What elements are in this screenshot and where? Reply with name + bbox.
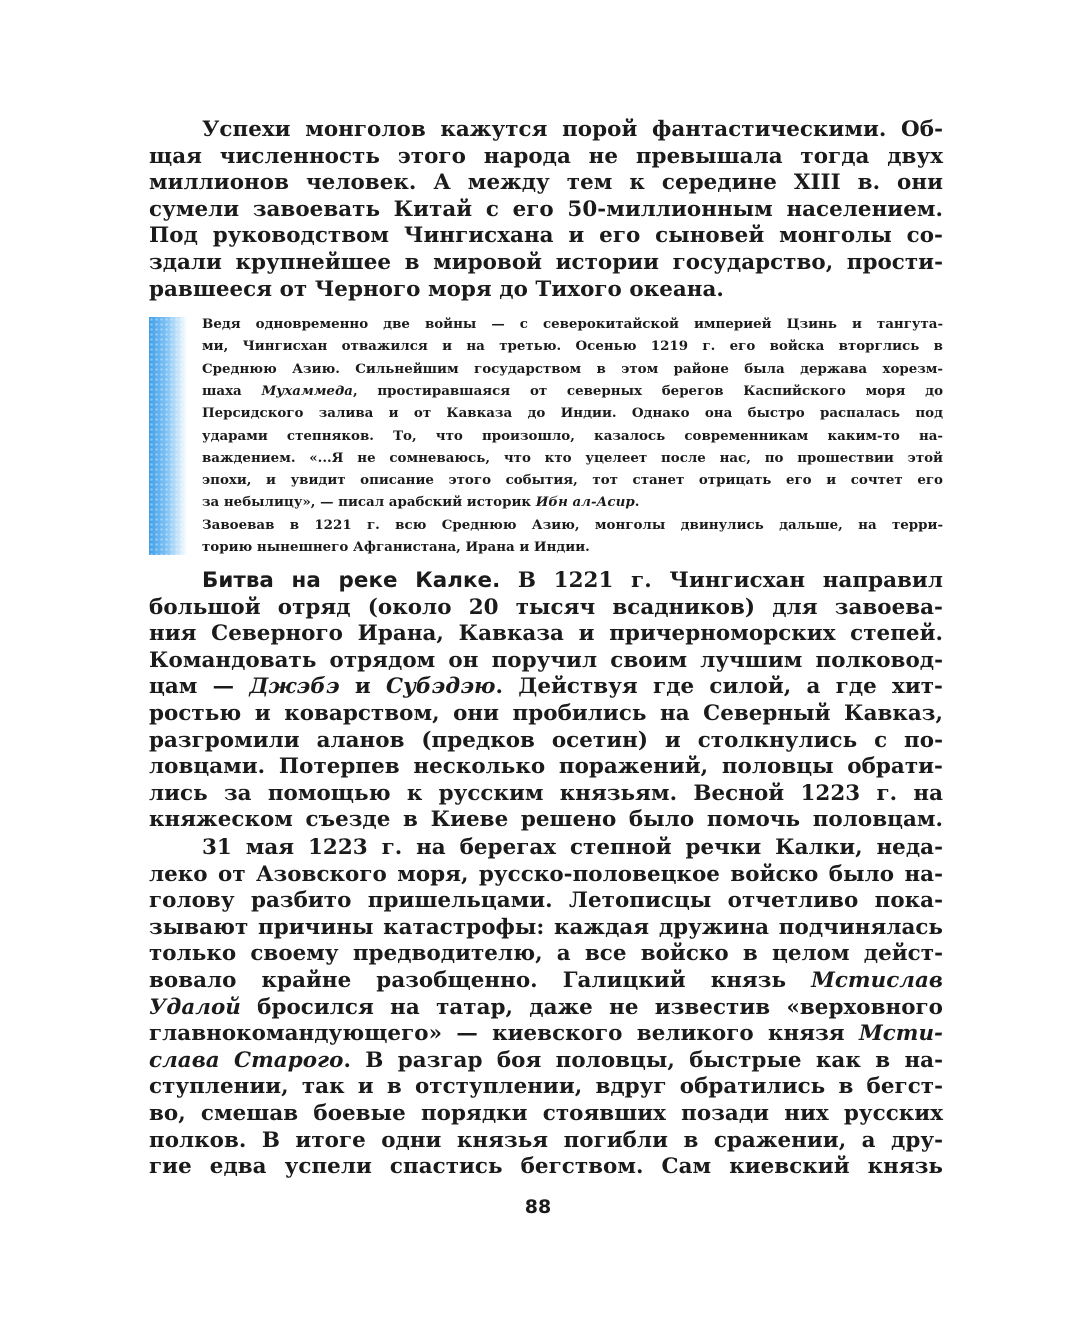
- paragraph-line: миллионов человек. А между тем к середине XIII в. они: [149, 170, 943, 196]
- paragraph-line: во, смешав боевые порядки стоявших позади них русских: [149, 1101, 943, 1126]
- paragraph-line: голову разбито пришельцами. Летописцы отчетливо пока-: [149, 888, 943, 914]
- paragraph-line: [149, 1048, 943, 1075]
- paragraph-intro: [149, 117, 943, 307]
- name-subedei: Субэдэю: [386, 674, 496, 700]
- sidebar-line: Ведя одновременно две войны — с северокитайской империей Цзинь и тангута-: [202, 316, 943, 332]
- paragraph-line: гие едва успели спастись бегством. Сам киевский князь: [149, 1154, 943, 1180]
- paragraph-line: [149, 968, 943, 995]
- sidebar-line: ударами степняков. То, что произошло, казалось современникам каким-то на-: [202, 427, 943, 444]
- section-text: . Действуя где силой, а где хит-: [495, 674, 943, 700]
- paragraph-text: вовало крайне разобщенно. Галицкий князь: [149, 968, 812, 993]
- section-kalka: [149, 568, 943, 836]
- section-line: лись за помощью к русским князьям. Весной 1223 г. на: [149, 780, 943, 806]
- paragraph-line: Под руководством Чингисхана и его сыновей монголы со-: [149, 223, 943, 249]
- sidebar-bar-texture: [149, 317, 187, 555]
- section-text: цам —: [149, 674, 250, 700]
- sidebar-line: Персидского залива и от Кавказа до Индии. Однако она быстро распалась под: [202, 405, 943, 422]
- sidebar-line: Завоевав в 1221 г. всю Среднюю Азию, монголы двинулись дальше, на терри-: [202, 516, 943, 533]
- name-mstislav-old: слава Старого: [149, 1047, 344, 1073]
- paragraph-line: зывают причины катастрофы: каждая дружина подчинялась: [149, 914, 943, 940]
- section-text: и: [339, 674, 386, 700]
- paragraph-line: 31 мая 1223 г. на берегах степной речки Калки, неда-: [202, 835, 943, 860]
- sidebar-text: .: [634, 494, 640, 511]
- name-muhammad: Мухаммеда: [261, 382, 353, 399]
- section-text: В 1221 г. Чингисхан направил: [500, 568, 943, 593]
- paragraph-text: . В разгар боя половцы, быстрые как в на-: [343, 1047, 943, 1073]
- paragraph-text: бросился на татар, даже не известив «верховного: [240, 994, 943, 1020]
- name-mstislav: Мстислав: [811, 968, 943, 993]
- paragraph-text: главнокомандующего» — киевского великого князя: [149, 1021, 859, 1047]
- paragraph-line: только своему предводителю, а все войско в целом дейст-: [149, 941, 943, 967]
- sidebar-line: важдением. «...Я не сомневаюсь, что кто уцелеет после нас, по прошествии этой: [202, 449, 943, 466]
- page-number: 88: [524, 1196, 552, 1218]
- paragraph-line: щая численность этого народа не превышала тогда двух: [149, 143, 943, 169]
- section-line: ростью и коварством, они пробились на Северный Кавказ,: [149, 701, 943, 726]
- paragraph-line: ступлении, так и в отступлении, вдруг обратились в бегст-: [149, 1074, 943, 1100]
- sidebar-line: эпохи, и увидит описание этого события, тот станет отрицать его и сочтет его: [202, 472, 943, 489]
- paragraph-line: [149, 995, 943, 1022]
- paragraph-line: Успехи монголов кажутся порой фантастическими. Об-: [202, 117, 943, 142]
- sidebar-note: [149, 313, 943, 557]
- sidebar-text: шаха: [202, 382, 262, 399]
- paragraph-battle: [149, 835, 943, 1185]
- sidebar-line: торию нынешнего Афганистана, Ирана и Индии.: [202, 539, 590, 555]
- sidebar-line: ми, Чингисхан отважился и на третью. Осенью 1219 г. его войска вторглись в: [202, 338, 943, 355]
- paragraph-line: [149, 1021, 943, 1048]
- name-mstislav-old: Мсти-: [858, 1021, 943, 1047]
- section-line: ловцами. Потерпев несколько поражений, половцы обрати-: [149, 754, 943, 780]
- paragraph-line: леко от Азовского моря, русско-половецкое войско было на-: [149, 861, 943, 887]
- section-heading: Битва на реке Калке.: [202, 568, 501, 593]
- section-line: княжеском съезде в Киеве решено было помочь половцам.: [149, 807, 943, 833]
- section-line: Командовать отрядом он поручил своим лучшим полковод-: [149, 647, 943, 673]
- paragraph-line: полков. В итоге одни князья погибли в сражении, а дру-: [149, 1127, 943, 1153]
- sidebar-text: , простиравшаяся от северных берегов Каспийского моря до: [352, 382, 944, 399]
- section-line: разгромили аланов (предков осетин) и столкнулись с по-: [149, 727, 943, 753]
- section-line: [149, 568, 943, 595]
- name-udaloy: Удалой: [149, 994, 241, 1020]
- section-line: ния Северного Ирана, Кавказа и причерноморских степей.: [149, 621, 943, 647]
- name-jebe: Джэбэ: [249, 674, 340, 700]
- paragraph-line: здали крупнейшее в мировой истории государство, прости-: [149, 250, 943, 275]
- sidebar-line: Среднюю Азию. Сильнейшим государством в этом районе была держава хорезм-: [202, 360, 943, 377]
- sidebar-line: [202, 491, 943, 513]
- section-line: большой отряд (около 20 тысяч всадников) для завоева-: [149, 594, 943, 620]
- name-ibn-al-asir: Ибн ал-Асир: [535, 494, 635, 511]
- sidebar-text: за небылицу», — писал арабский историк: [202, 494, 536, 511]
- paragraph-line: сумели завоевать Китай с его 50-миллионным населением.: [149, 196, 943, 222]
- paragraph-line: равшееся от Черного моря до Тихого океана.: [149, 276, 724, 302]
- section-line: [149, 674, 943, 701]
- sidebar-line: [202, 380, 943, 402]
